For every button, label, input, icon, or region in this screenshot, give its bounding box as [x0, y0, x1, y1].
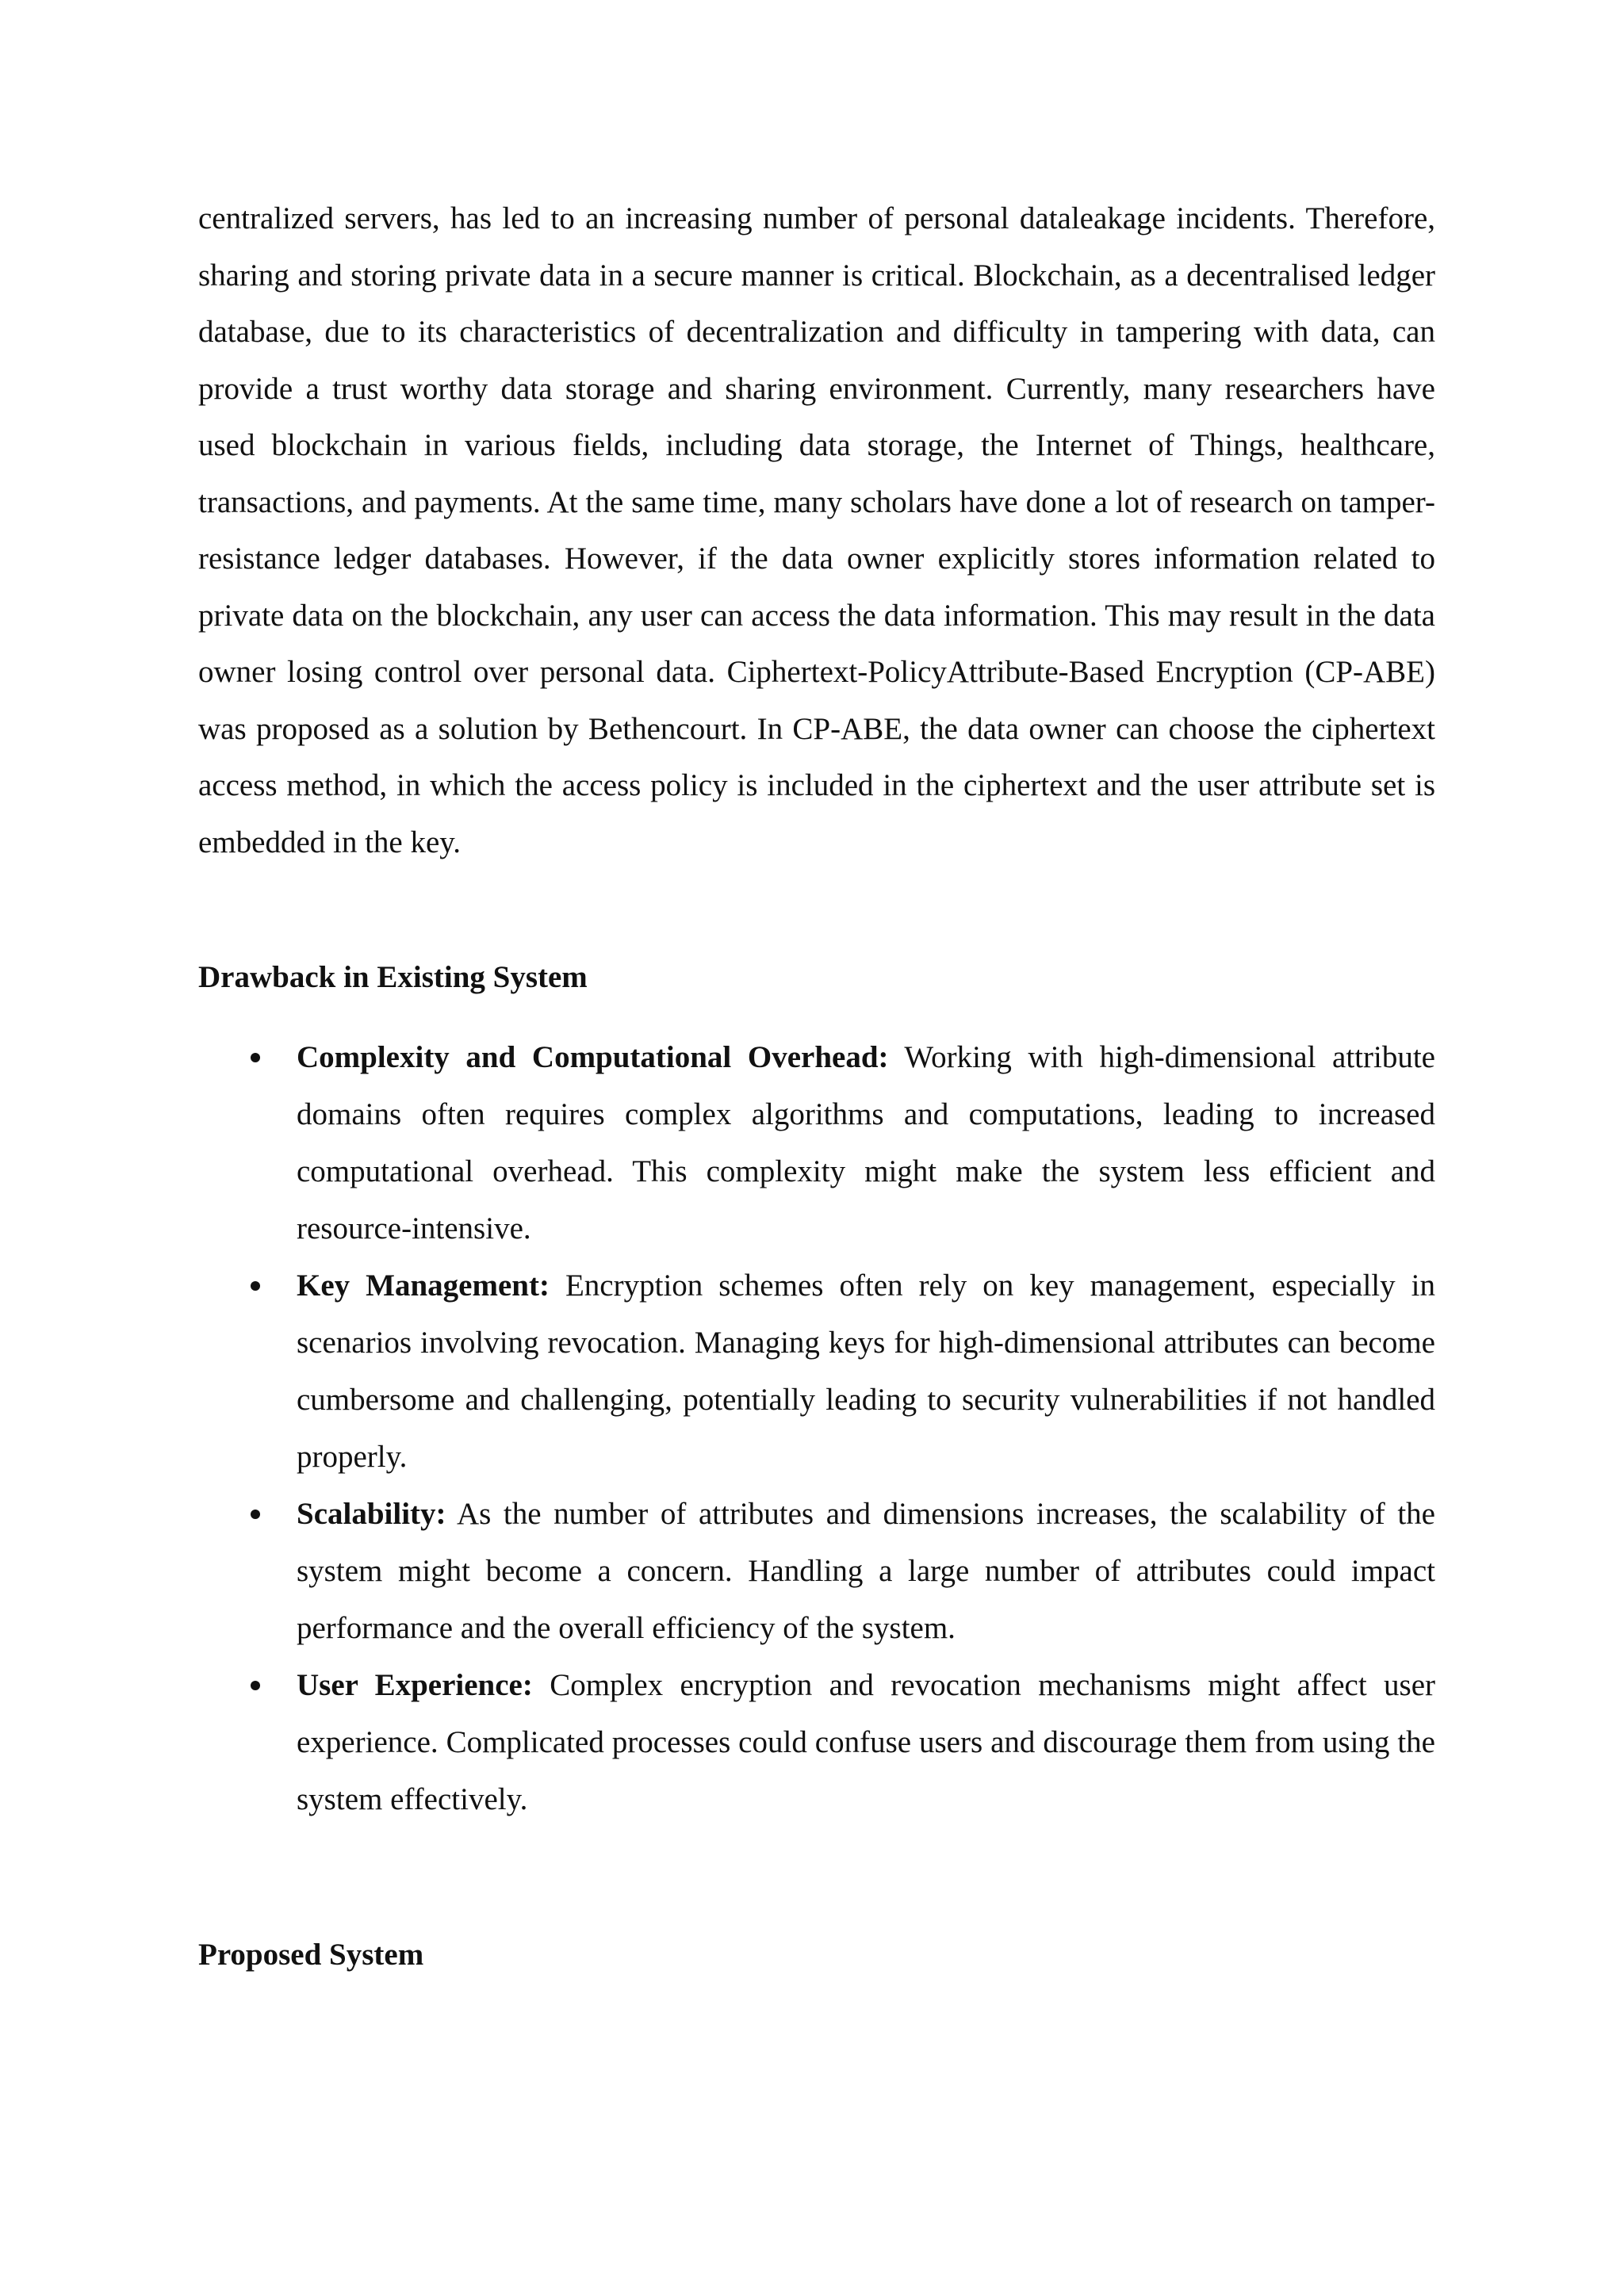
drawback-item-complexity	[198, 1029, 1435, 1257]
bullet-icon	[251, 1510, 260, 1519]
drawback-item-text: As the number of attributes and dimensions increases, the scalability of the system might become a concern. Handling a large number of attributes could impact performance and the overall efficiency of the system.	[297, 1497, 1435, 1645]
drawback-item-title: Scalability:	[297, 1497, 446, 1531]
drawback-item-user-experience	[198, 1657, 1435, 1828]
drawback-item-scalability	[198, 1486, 1435, 1657]
drawback-item-title: Complexity and Computational Overhead:	[297, 1040, 889, 1074]
proposed-section-heading: Proposed System	[198, 1938, 424, 1972]
drawback-item-key-management	[198, 1257, 1435, 1486]
drawback-item-title: Key Management:	[297, 1269, 550, 1303]
drawback-section-heading: Drawback in Existing System	[198, 960, 588, 994]
drawback-list	[198, 1029, 1435, 1828]
intro-paragraph: centralized servers, has led to an increasing number of personal dataleakage incidents. Therefore, sharing and storing private data in a secure manner is critical. Blockchain, as a decentralised ledger database, due to its characteristics of decentralization and difficulty in tampering with data, can provide a trust worthy data storage and sharing environment. Currently, many researchers have used blockchain in various fields, including data storage, the Internet of Things, healthcare, transactions, and payments. At the same time, many scholars have done a lot of research on tamper-resistance ledger databases. However, if the data owner explicitly stores information related to private data on the blockchain, any user can access the data information. This may result in the data owner losing control over personal data. Ciphertext-PolicyAttribute-Based Encryption (CP-ABE) was proposed as a solution by Bethencourt. In CP-ABE, the data owner can choose the ciphertext access method, in which the access policy is included in the ciphertext and the user attribute set is embedded in the key.	[198, 201, 1435, 859]
drawback-item-title: User Experience:	[297, 1668, 533, 1702]
drawback-item-text: Encryption schemes often rely on key management, especially in scenarios involving revocation. Managing keys for high-dimensional attributes can become cumbersome and challenging, potentially leading to security vulnerabilities if not handled properly.	[297, 1269, 1435, 1474]
page-content	[198, 190, 1435, 1979]
bullet-icon	[251, 1681, 260, 1690]
drawback-item-text: Working with high-dimensional attribute domains often requires complex algorithms and computations, leading to increased computational overhead. This complexity might make the system less efficient and resource-intensive.	[297, 1040, 1435, 1246]
bullet-icon	[251, 1053, 260, 1062]
drawback-item-text: Complex encryption and revocation mechanisms might affect user experience. Complicated processes could confuse users and discourage them from using the system effectively.	[297, 1668, 1435, 1816]
bullet-icon	[251, 1281, 260, 1291]
